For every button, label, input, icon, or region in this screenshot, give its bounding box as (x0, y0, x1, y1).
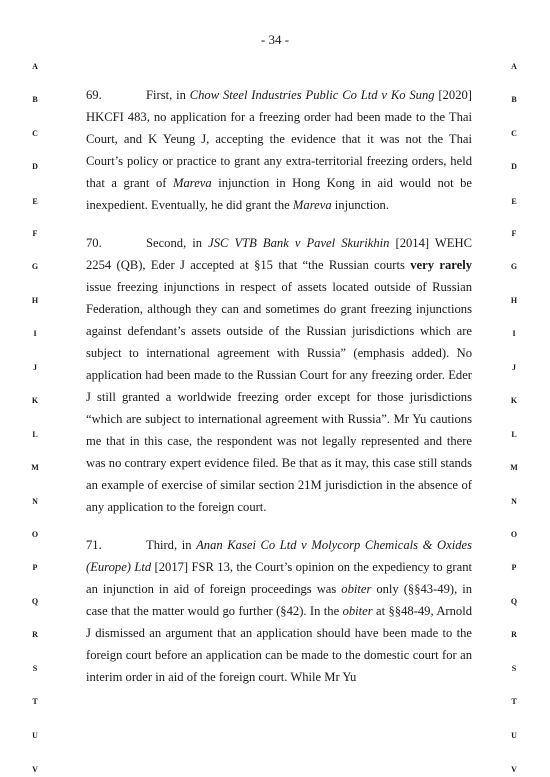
margin-letter-right: Q (510, 597, 518, 606)
margin-letter-left: M (31, 463, 39, 472)
italic-text: Mareva (172, 176, 212, 190)
margin-letter-left: V (32, 765, 38, 774)
margin-letter-left: K (31, 396, 39, 405)
margin-letter-right: M (510, 463, 518, 472)
text-run: only (§§43-49), in case that the matter would go further (§42). In the (86, 582, 472, 618)
paragraph-text (86, 88, 472, 212)
text-run: [2017] FSR 13, the Court’s opinion on the expediency to grant an injunction in aid of foreign proceedings was (86, 560, 472, 596)
paragraph-text (86, 538, 472, 684)
margin-letter-left: N (32, 497, 38, 506)
italic-text: JSC VTB Bank v Pavel Skurikhin (208, 236, 390, 250)
margin-letter-right: F (511, 229, 517, 238)
text-run: issue freezing injunctions in respect of assets located outside of Russian Federation, although they can and sometimes do grant freezing injunctions against defendant’s assets outside of the Russian jurisdictions which are subject to international agreement with Russia” (emphasis added). No application had been made to the Russian Court for any freezing order. Eder J still granted a worldwide freezing order except for those jurisdictions “which are subject to international agreement with Russia”. Mr Yu cautions me that in this case, the respondent was not legally represented and there was no contrary expert evidence filed. Be that as it may, this case still stands an example of exercise of similar section 21M jurisdiction in the absence of any application to the foreign court. (86, 280, 472, 514)
italic-text: Mareva (292, 198, 332, 212)
italic-text: obiter (341, 582, 372, 596)
margin-letter-left: E (32, 197, 38, 206)
margin-letter-left: A (32, 62, 38, 71)
text-run: [2014] WEHC 2254 (QB), Eder J accepted at §15 that “the Russian courts (86, 236, 472, 272)
margin-letter-right: T (511, 697, 517, 706)
text-run: injunction in Hong Kong in aid would not be inexpedient. Eventually, he did grant the (86, 176, 472, 212)
paragraph-71 (86, 534, 472, 688)
margin-letter-left: B (32, 95, 38, 104)
paragraph-number: 70. (86, 236, 102, 250)
margin-letter-right: I (512, 329, 516, 338)
margin-letter-left: Q (31, 597, 39, 606)
margin-letter-right: A (511, 62, 517, 71)
paragraph-70 (86, 232, 472, 518)
paragraph-number: 69. (86, 88, 102, 102)
bold-text: very rarely (410, 258, 472, 272)
italic-text: obiter (342, 604, 373, 618)
margin-letter-left: C (32, 129, 38, 138)
margin-letter-right: U (511, 731, 517, 740)
margin-letter-right: G (510, 262, 518, 271)
margin-letter-right: R (511, 630, 517, 639)
paragraph-number: 71. (86, 538, 102, 552)
judgment-body (86, 84, 472, 704)
margin-letter-left: O (31, 530, 39, 539)
margin-letter-right: L (511, 430, 517, 439)
text-run: Third, in (146, 538, 197, 552)
margin-letter-left: G (31, 262, 39, 271)
margin-letter-left: F (32, 229, 38, 238)
italic-text: Chow Steel Industries Public Co Ltd v Ko Sung (189, 88, 435, 102)
margin-letter-left: T (32, 697, 38, 706)
margin-letter-left: S (32, 664, 38, 673)
margin-letter-left: I (33, 329, 37, 338)
margin-letter-left: L (32, 430, 38, 439)
margin-letter-right: E (511, 197, 517, 206)
margin-letter-right: O (510, 530, 518, 539)
margin-letter-left: H (31, 296, 39, 305)
page-number: - 34 - (260, 32, 290, 47)
margin-letter-left: J (33, 363, 37, 372)
margin-letter-right: K (510, 396, 518, 405)
text-run: First, in (146, 88, 190, 102)
italic-text: Anan Kasei Co Ltd v Molycorp Chemicals & Oxides (Europe) Ltd (86, 538, 472, 574)
margin-letter-left: D (32, 162, 38, 171)
margin-letter-right: P (511, 563, 517, 572)
margin-letter-right: D (511, 162, 517, 171)
margin-letter-left: R (32, 630, 38, 639)
paragraph-69 (86, 84, 472, 216)
margin-letter-left: P (32, 563, 38, 572)
text-run: Second, in (146, 236, 209, 250)
margin-letter-right: C (511, 129, 517, 138)
margin-letter-right: S (511, 664, 517, 673)
paragraph-text (86, 236, 472, 514)
margin-letter-left: U (32, 731, 38, 740)
text-run: [2020] HKCFI 483, no application for a freezing order had been made to the Thai Court, and K Yeung J, accepting the evidence that it was not the Thai Court’s policy or practice to grant any extra-territorial freezing orders, held that a grant of (86, 88, 472, 190)
text-run: at §§48-49, Arnold J dismissed an argument that an application should have been made to the foreign court before an application can be made to the domestic court for an interim order in aid of the foreign court. While Mr Yu (86, 604, 472, 684)
text-run: injunction. (331, 198, 389, 212)
margin-letter-right: N (511, 497, 517, 506)
margin-letter-right: V (511, 765, 517, 774)
margin-letter-right: B (511, 95, 517, 104)
margin-letter-right: H (510, 296, 518, 305)
margin-letter-right: J (512, 363, 516, 372)
